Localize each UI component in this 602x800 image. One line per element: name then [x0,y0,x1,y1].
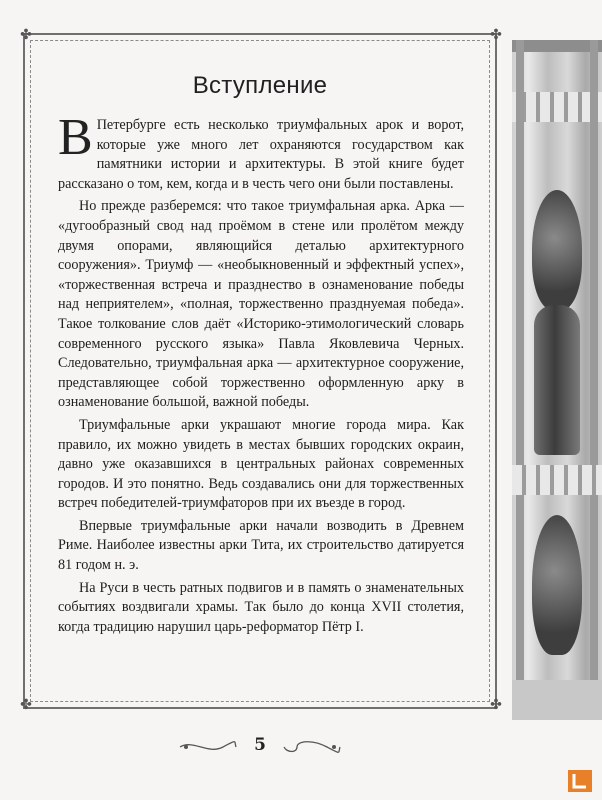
photo-base [512,680,602,720]
arch-sculpture-photo [512,40,602,720]
photo-cornice [512,40,602,52]
paragraph: На Руси в честь ратных подвигов и в память о знаменательных событиях воздвигали храмы. Так было до конца XVII столетия, когда традицию нарушил царь-реформатор Пётр I. [58,579,464,635]
frame-corner-ornament-icon: ✤ [490,28,502,43]
photo-frieze [512,92,602,122]
photo-pillar [590,40,598,720]
publisher-logo-icon [568,770,592,792]
paragraph: Впервые триумфальные арки начали возводить в Древнем Риме. Наиболее известны арки Тита, их строительство датируется 81 годом н. э. [58,517,464,574]
frame-corner-ornament-icon: ✤ [20,698,32,713]
paragraph [58,109,464,194]
paragraph: Но прежде разберемся: что такое триумфальная арка. Арка — «дугообразный свод над проёмом в стене или пролётом между двумя опорами, являющийся деталью архитектурного сооружения». Триумф — «необыкновенный и эффектный успех», «торжественная встреча и празднество в ознаменование победы над неприятелем», «полная, торжественно празднуемая победа». Такое толкование слов даёт «Историко-этимологический словарь современного русского языка» Павла Яковлевича Черных. Следовательно, триумфальная арка — архитектурное сооружение, представляющее собой торжественно оформленную арку в ознаменование большой, важной победы. [58,198,464,411]
armor-trophy-sculpture [532,515,582,655]
drop-cap: В [58,109,93,166]
body-text [58,109,464,640]
trophy-shield-sculpture [532,190,582,310]
page-footer [30,733,490,763]
photo-frieze [512,465,602,495]
page-number: 5 [254,735,266,755]
paragraph-text: Петербурге есть несколько триумфальных арок и ворот, которые уже много лет охраняются государством как памятники истории и архитектуры. В этой книге будет рассказано о том, кем, когда и в честь чего они были поставлены. [58,117,464,192]
warrior-statue [534,305,580,455]
frame-corner-ornament-icon: ✤ [20,28,32,43]
frame-corner-ornament-icon: ✤ [490,698,502,713]
flourish-icon [282,737,342,757]
flourish-icon [178,737,238,757]
paragraph: Триумфальные арки украшают многие города мира. Как правило, их можно увидеть в местах бывших городских окраин, давно уже оказавшихся в центральных районах современных городов. И это понятно. Ведь создавались они для торжественных встреч победителей-триумфаторов при их въезде в город. [58,416,464,512]
photo-pillar [516,40,524,720]
page-title: Вступление [192,72,328,99]
